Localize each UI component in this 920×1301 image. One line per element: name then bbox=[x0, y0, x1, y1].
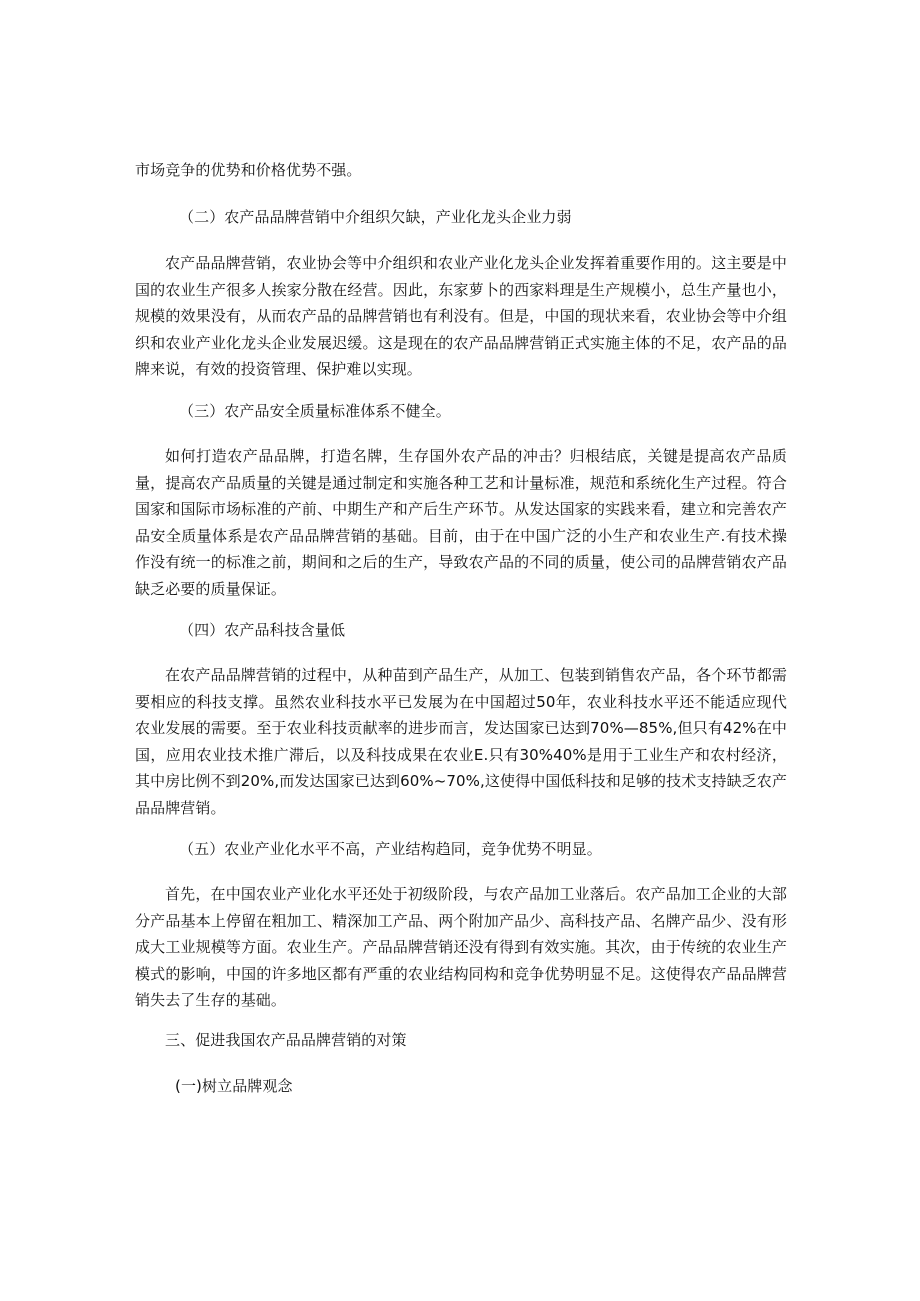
paragraph-intro-continuation: 市场竞争的优势和价格优势不强。 bbox=[135, 161, 362, 179]
section-heading-4: （四）农产品科技含量低 bbox=[179, 621, 346, 639]
section-heading-5: （五）农业产业化水平不高，产业结构趋同，竞争优势不明显。 bbox=[179, 840, 602, 858]
subsection-heading-1: (一)树立品牌观念 bbox=[175, 1077, 293, 1095]
section-heading-2: （二）农产品品牌营销中介组织欠缺，产业化龙头企业力弱 bbox=[179, 208, 572, 226]
paragraph-section-4: 在农产品品牌营销的过程中，从种苗到产品生产，从加工、包装到销售农产品，各个环节都需要相应的科技支撑。虽然农业科技水平已发展为在中国超过50年，农业科技水平还不能适应现代农业发展的需要。至于农业科技贡献率的进步而言，发达国家已达到70%—85%,但只有42%在中国，应用农业技术推广滞后，以及科技成果在农业E.只有30%40%是用于工业生产和农村经济，其中房比例不到20%,而发达国家已达到60%~70%,这使得中国低科技和足够的技术支持缺乏农产品品牌营销。 bbox=[135, 666, 787, 817]
chapter-heading-3: 三、促进我国农产品品牌营销的对策 bbox=[165, 1031, 407, 1049]
section-heading-3: （三）农产品安全质量标准体系不健全。 bbox=[179, 402, 451, 420]
paragraph-section-5: 首先，在中国农业产业化水平还处于初级阶段，与农产品加工业落后。农产品加工企业的大部分产品基本上停留在粗加工、精深加工产品、两个附加产品少、高科技产品、名牌产品少、没有形成大工业规模等方面。农业生产。产品品牌营销还没有得到有效实施。其次，由于传统的农业生产模式的影响，中国的许多地区都有严重的农业结构同构和竞争优势明显不足。这使得农产品品牌营销失去了生存的基础。 bbox=[135, 885, 787, 1009]
paragraph-section-2: 农产品品牌营销，农业协会等中介组织和农业产业化龙头企业发挥着重要作用的。这主要是中国的农业生产很多人挨家分散在经营。因此，东家萝卜的西家料理是生产规模小，总生产量也小，规模的效果没有，从而农产品的品牌营销也有利没有。但是，中国的现状来看，农业协会等中介组织和农业产业化龙头企业发展迟缓。这是现在的农产品品牌营销正式实施主体的不足，农产品的品牌来说，有效的投资管理、保护难以实现。 bbox=[135, 254, 787, 378]
paragraph-section-3: 如何打造农产品品牌，打造名牌，生存国外农产品的冲击？归根结底，关键是提高农产品质量，提高农产品质量的关键是通过制定和实施各种工艺和计量标准，规范和系统化生产过程。符合国家和国际市场标准的产前、中期生产和产后生产环节。从发达国家的实践来看，建立和完善农产品安全质量体系是农产品品牌营销的基础。目前，由于在中国广泛的小生产和农业生产.有技术操作没有统一的标准之前，期间和之后的生产，导致农产品的不同的质量，使公司的品牌营销农产品缺乏必要的质量保证。 bbox=[135, 447, 787, 598]
